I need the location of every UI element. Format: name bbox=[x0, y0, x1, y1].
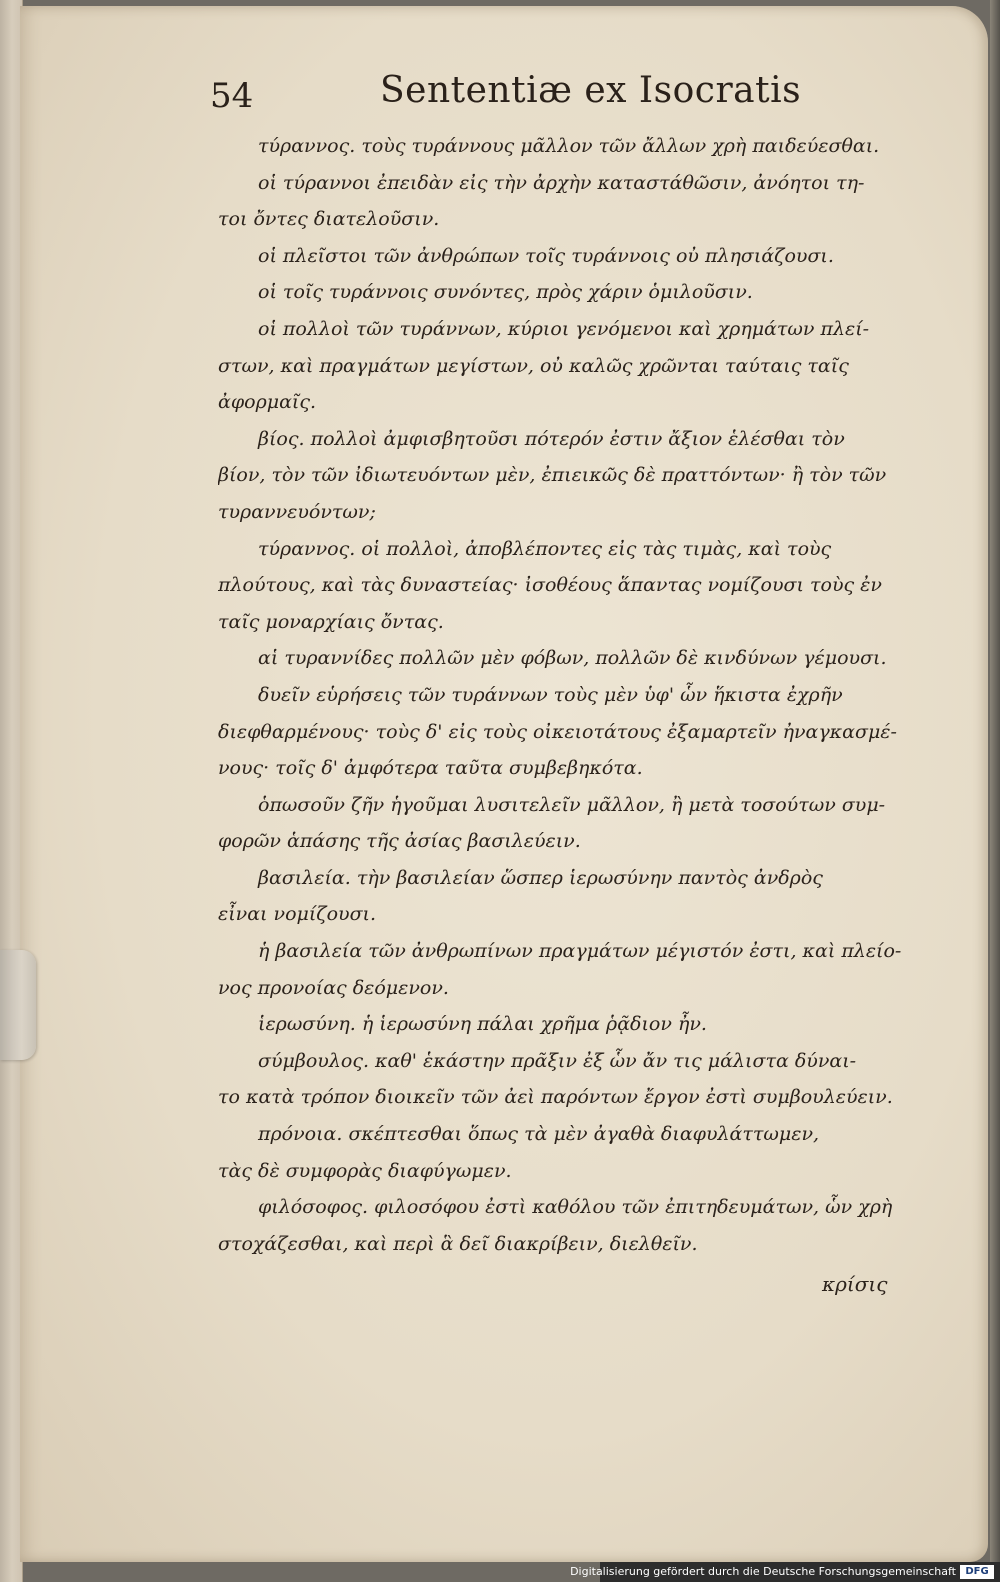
footer-credit: Digitalisierung gefördert durch die Deutsche Forschungsgemeinschaft bbox=[570, 1565, 956, 1578]
text-line: βίον, τὸν τῶν ἰδιωτευόντων μὲν, ἐπιεικῶς δὲ πραττόντων· ἢ τὸν τῶν bbox=[218, 464, 887, 487]
text-line: σύμβουλος. καθ' ἑκάστην πρᾶξιν ἐξ ὧν ἄν τις μάλιστα δύναι- bbox=[258, 1049, 857, 1072]
text-line: τύραννος. τοὺς τυράννους μᾶλλον τῶν ἄλλων χρὴ παιδεύεσθαι. bbox=[258, 135, 880, 157]
text-line: νους· τοῖς δ' ἀμφότερα ταῦτα συμβεβηκότα. bbox=[218, 757, 643, 780]
text-line: στοχάζεσθαι, καὶ περὶ ἃ δεῖ διακρίβειν, διελθεῖν. bbox=[218, 1232, 698, 1255]
text-line: ἡ βασιλεία τῶν ἀνθρωπίνων πραγμάτων μέγιστόν ἐστι, καὶ πλείο- bbox=[258, 940, 902, 963]
text-line: αἱ τυραννίδες πολλῶν μὲν φόβων, πολλῶν δὲ κινδύνων γέμουσι. bbox=[258, 647, 887, 670]
catchword: κρίσις bbox=[822, 1272, 888, 1296]
text-line: φιλόσοφος. φιλοσόφου ἐστὶ καθόλου τῶν ἐπιτηδευμάτων, ὧν χρὴ bbox=[258, 1196, 893, 1219]
text-line: ἀφορμαῖς. bbox=[218, 391, 317, 414]
text-line: φορῶν ἁπάσης τῆς ἀσίας βασιλεύειν. bbox=[218, 830, 581, 853]
text-line: εἶναι νομίζουσι. bbox=[218, 903, 377, 926]
text-line: στων, καὶ πραγμάτων μεγίστων, οὐ καλῶς χρῶνται ταύταις ταῖς bbox=[218, 354, 849, 377]
text-line: νος προνοίας δεόμενον. bbox=[218, 976, 449, 999]
text-line: πρόνοια. σκέπτεσθαι ὅπως τὰ μὲν ἀγαθὰ διαφυλάττωμεν, bbox=[258, 1123, 820, 1146]
text-line: τοι ὄντες διατελοῦσιν. bbox=[218, 208, 440, 231]
text-line: διεφθαρμένους· τοὺς δ' εἰς τοὺς οἰκειοτάτους ἐξαμαρτεῖν ἠναγκασμέ- bbox=[218, 720, 897, 743]
page-number: 54 bbox=[210, 76, 254, 116]
text-line: πλούτους, καὶ τὰς δυναστείας· ἰσοθέους ἅπαντας νομίζουσι τοὺς ἐν bbox=[218, 574, 882, 597]
text-line: το κατὰ τρόπον διοικεῖν τῶν ἀεὶ παρόντων ἔργον ἐστὶ συμβουλεύειν. bbox=[218, 1086, 893, 1109]
text-line: τύραννος. οἱ πολλοὶ, ἀποβλέποντες εἰς τὰς τιμὰς, καὶ τοὺς bbox=[258, 537, 832, 560]
text-line: οἱ τοῖς τυράννοις συνόντες, πρὸς χάριν ὁμιλοῦσιν. bbox=[258, 281, 753, 304]
text-line: ταῖς μοναρχίαις ὄντας. bbox=[218, 610, 444, 633]
text-line: ὁπωσοῦν ζῆν ἡγοῦμαι λυσιτελεῖν μᾶλλον, ἢ μετὰ τοσούτων συμ- bbox=[258, 793, 886, 816]
text-line: οἱ πλεῖστοι τῶν ἀνθρώπων τοῖς τυράννοις οὐ πλησιάζουσι. bbox=[258, 244, 834, 267]
running-title: Sententiæ ex Isocratis bbox=[380, 70, 802, 111]
dfg-logo: DFG bbox=[960, 1565, 994, 1579]
text-line: οἱ τύραννοι ἐπειδὰν εἰς τὴν ἀρχὴν καταστάθῶσιν, ἀνόητοι τη- bbox=[258, 171, 865, 194]
text-line: ἱερωσύνη. ἡ ἱερωσύνη πάλαι χρῆμα ῥᾷδιον ἦν. bbox=[258, 1013, 707, 1036]
page-clip bbox=[0, 950, 36, 1060]
right-page-shadow bbox=[990, 0, 1000, 1582]
body-text bbox=[218, 128, 908, 1262]
text-line: δυεῖν εὑρήσεις τῶν τυράννων τοὺς μὲν ὑφ' ὧν ἥκιστα ἐχρῆν bbox=[258, 683, 843, 706]
text-line: τὰς δὲ συμφορὰς διαφύγωμεν. bbox=[218, 1159, 512, 1182]
text-line: οἱ πολλοὶ τῶν τυράννων, κύριοι γενόμενοι καὶ χρημάτων πλεί- bbox=[258, 317, 870, 340]
text-line: τυραννευόντων; bbox=[218, 500, 376, 523]
page-header bbox=[210, 70, 802, 120]
text-line: βίος. πολλοὶ ἀμφισβητοῦσι πότερόν ἐστιν ἄξιον ἑλέσθαι τὸν bbox=[258, 427, 845, 450]
text-line: βασιλεία. τὴν βασιλείαν ὥσπερ ἱερωσύνην παντὸς ἀνδρὸς bbox=[258, 866, 823, 889]
